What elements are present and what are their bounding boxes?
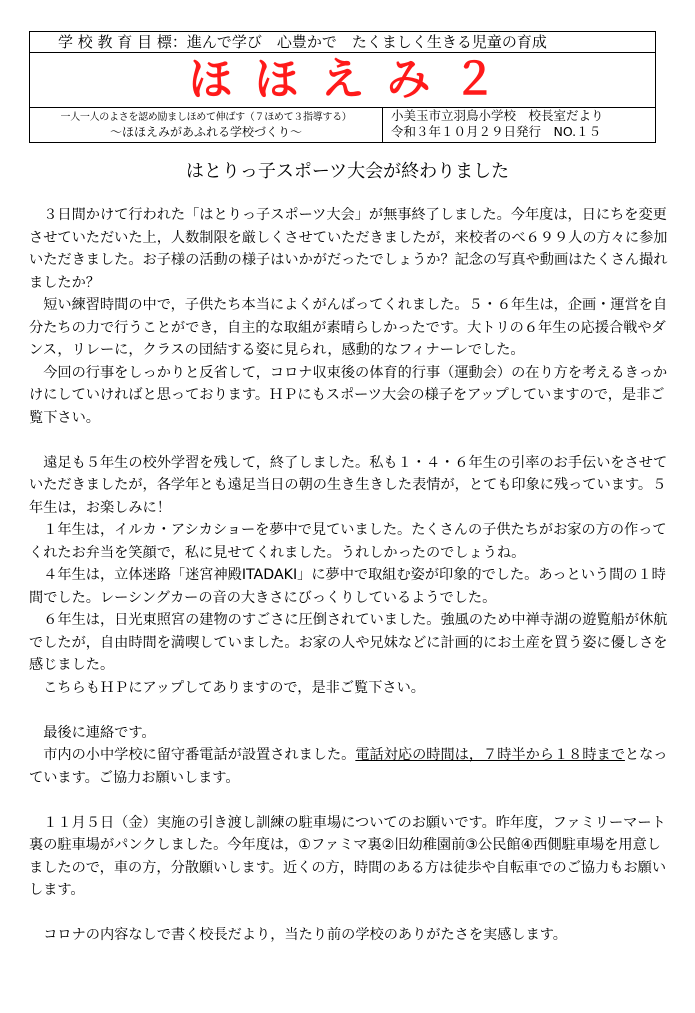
paragraph: 遠足も５年生の校外学習を残して，終了しました。私も１・４・６年生の引率のお手伝いをさせていただきましたが，各学年とも遠足当日の朝の生き生きした表情が，とても印象に残っています。５年生は，お楽しみに！	[29, 454, 668, 516]
tagline: 一人一人のよさを認め励ましほめて伸ばす（７ほめて３指導する）	[60, 112, 352, 123]
paragraph: ４年生は，立体迷路「迷宮神殿ITADAKI」に夢中で取組む姿が印象的でした。あっという間の１時間でした。レーシングカーの音の大きさにびっくりしているようでした。	[29, 567, 666, 606]
header-info	[30, 108, 655, 142]
school-name: 小美玉市立羽鳥小学校 校長室だより	[391, 108, 604, 123]
paragraph: コロナの内容なしで書く校長だより，当たり前の学校のありがたさを実感します。	[43, 927, 567, 943]
paragraph: 短い練習時間の中で，子供たち本当によくがんばってくれました。５・６年生は，企画・運営を自分たちの力で行うことができ，自主的な取組が素晴らしかったです。大トリの６年生の応援合戦やダンス，リレーに，クラスの団結する姿に見られ，感動的なフィナーレでした。	[29, 297, 668, 358]
issue-info	[383, 108, 655, 142]
spacer	[29, 699, 669, 722]
paragraph: 最後に連絡です。	[43, 724, 156, 741]
slogan: ～ほほえみがあふれる学校づくり～	[109, 125, 302, 139]
paragraph: ６年生は，日光東照宮の建物のすごさに圧倒されていました。強風のため中禅寺湖の遊覧船が休航でしたが，自由時間を満喫していました。お家の人や兄妹などに計画的にお土産を買う姿に優しさを感じました。	[29, 612, 668, 673]
newsletter-header	[29, 31, 656, 143]
paragraph: 今回の行事をしっかりと反省して，コロナ収束後の体育的行事（運動会）の在り方を考えるきっかけにしていければと思っております。ＨＰにもスポーツ大会の様子をアップしていますので，是非ご覧下さい。	[29, 364, 668, 426]
paragraph: １１月５日（金）実施の引き渡し訓練の駐車場についてのお願いです。昨年度，ファミリーマート裏の駐車場がパンクしました。今年度は，①ファミマ裏②旧幼稚園前③公民館④西側駐車場を用意しましたので，車の方，分散願いします。近くの方，時間のある方は徒歩や自転車でのご協力もお願いします。	[29, 814, 667, 898]
issue-date: 令和３年１０月２９日発行 NO.１５	[391, 124, 602, 139]
article-body	[29, 204, 669, 947]
paragraph: ３日間かけて行われた「はとりっ子スポーツ大会」が無事終了しました。今年度は，日にちを変更させていただいた上，人数制限を厳しくさせていただきましたが，来校者のべ６９９人の方々に参加いただきました。お子様の活動の様子はいかがだったでしょうか？記念の写真や動画はたくさん撮れましたか？	[29, 207, 668, 291]
school-goal: 学 校 教 育 目 標：進んで学び 心豊かで たくましく生きる児童の育成	[30, 32, 655, 53]
paragraph-phone-notice	[29, 744, 669, 789]
spacer	[29, 789, 669, 812]
newsletter-title: ほほえみ２	[30, 53, 655, 108]
spacer	[29, 902, 669, 925]
phone-hours-underlined: 電話対応の時間は，７時半から１８時まで	[355, 747, 625, 763]
article-title: はとりっ子スポーツ大会が終わりました	[185, 161, 510, 182]
motto-box	[30, 108, 383, 142]
paragraph: こちらもＨＰにアップしてありますので，是非ご覧下さい。	[43, 679, 425, 696]
spacer	[29, 429, 669, 452]
phone-notice-text: 市内の小中学校に留守番電話が設置されました。	[43, 747, 356, 763]
paragraph: １年生は，イルカ・アシカショーを夢中で見ていました。たくさんの子供たちがお家の方の作ってくれたお弁当を笑顔で，私に見せてくれました。うれしかったのでしょうね。	[29, 522, 667, 561]
phone-notice-end: となっています。ご協力お願いします。	[29, 747, 668, 786]
